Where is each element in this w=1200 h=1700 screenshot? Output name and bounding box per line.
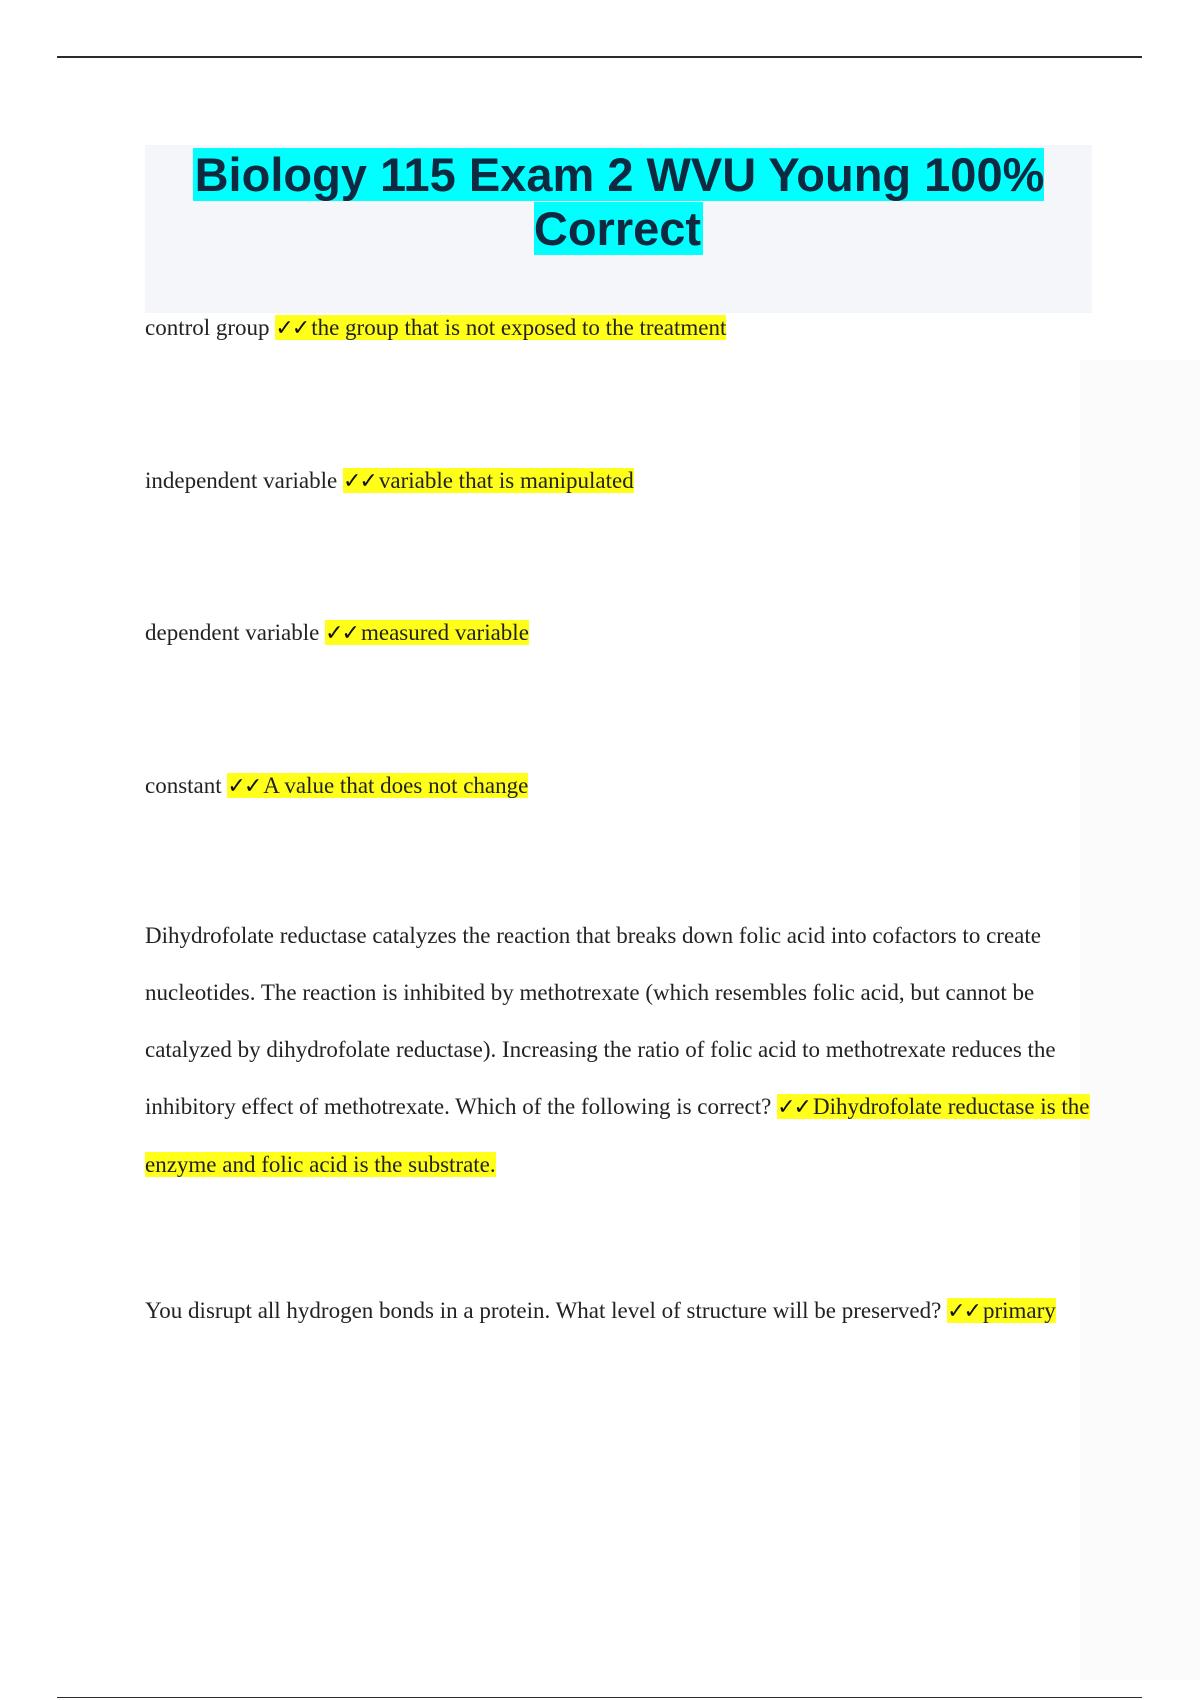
qa-answer: primary (982, 1298, 1056, 1323)
double-check-icon: ✓✓ (777, 1095, 810, 1120)
qa-answer-highlight (947, 1298, 1056, 1323)
qa-term: constant (145, 773, 222, 798)
double-check-icon: ✓✓ (947, 1299, 980, 1324)
qa-item (145, 466, 1105, 497)
qa-term: Dihydrofolate reductase catalyzes the reaction that breaks down folic acid into cofactors to create nucleotides. The reaction is inhibited by methotrexate (which resembles folic acid, but cannot be catalyzed by dihydrofolate reductase). Increasing the ratio of folic acid to methotrexate reduces the inhibitory effect of methotrexate. Which of the following is correct? (145, 923, 1056, 1119)
qa-answer: measured variable (360, 620, 529, 645)
qa-answer: A value that does not change (263, 773, 529, 798)
document-title (145, 145, 1092, 256)
title-block (145, 145, 1092, 313)
qa-answer: the group that is not exposed to the treatment (311, 315, 727, 340)
double-check-icon: ✓✓ (275, 316, 309, 341)
qa-answer-highlight (227, 773, 528, 798)
footer-rule (57, 1697, 1142, 1698)
qa-item (145, 907, 1105, 1193)
qa-answer-highlight (343, 468, 634, 493)
double-check-icon: ✓✓ (342, 469, 376, 494)
qa-item (145, 771, 1105, 802)
double-check-icon: ✓✓ (325, 621, 358, 646)
qa-term: dependent variable (145, 620, 320, 645)
qa-answer: variable that is manipulated (378, 468, 634, 493)
qa-answer-highlight (325, 620, 529, 645)
double-check-icon: ✓✓ (227, 774, 261, 799)
qa-term: control group (145, 315, 270, 340)
document-title-text: Biology 115 Exam 2 WVU Young 100% Correct (194, 148, 1045, 255)
qa-term: You disrupt all hydrogen bonds in a protein. What level of structure will be preserved? (145, 1298, 942, 1323)
qa-item (145, 618, 1105, 649)
header-rule (57, 56, 1142, 58)
qa-answer: Dihydrofolate reductase is the enzyme and folic acid is the substrate. (145, 1094, 1090, 1177)
qa-answer-highlight (275, 315, 726, 340)
qa-item (145, 313, 1105, 344)
qa-term: independent variable (145, 468, 338, 493)
qa-item (145, 1282, 1105, 1340)
